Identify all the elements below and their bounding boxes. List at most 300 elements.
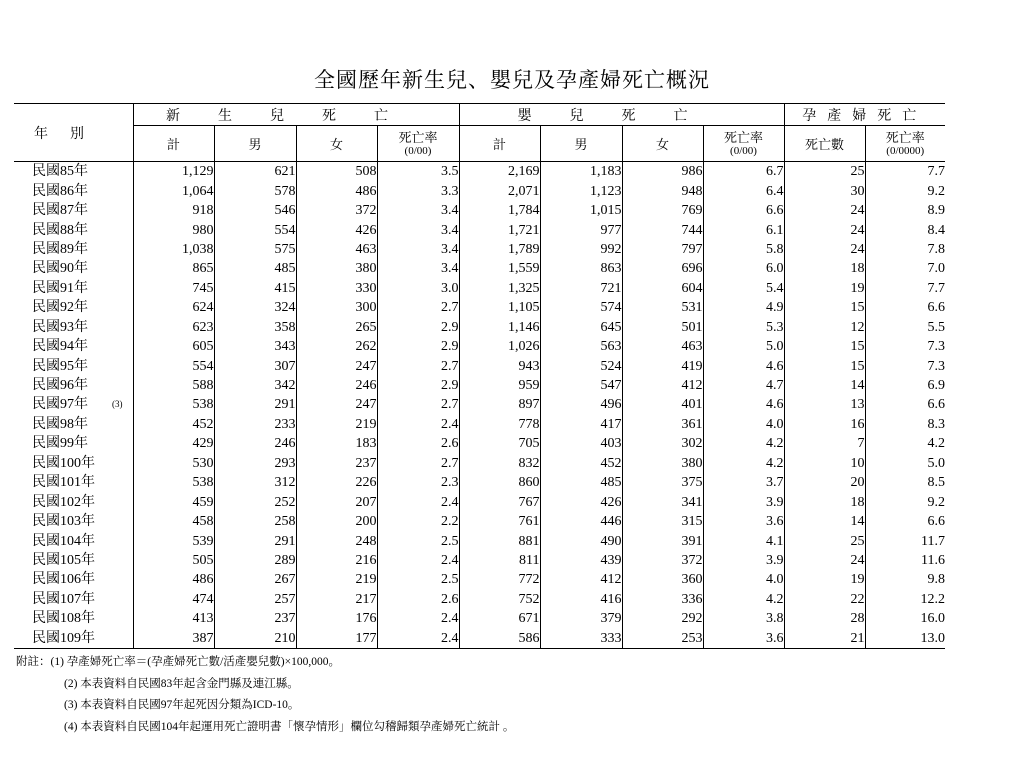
cell-i-male: 490: [540, 531, 622, 550]
table-row: [14, 473, 945, 492]
cell-n-total: 530: [133, 454, 214, 473]
cell-m-deaths: 13: [784, 395, 865, 414]
cell-i-female: 604: [622, 279, 703, 298]
cell-n-female: 183: [296, 434, 377, 453]
cell-n-rate: 2.3: [377, 473, 459, 492]
year-label: 民國85年: [32, 164, 88, 180]
year-cell: [14, 298, 133, 317]
cell-n-male: 575: [214, 240, 296, 259]
cell-i-rate: 3.6: [703, 512, 784, 531]
cell-n-male: 210: [214, 629, 296, 649]
year-cell: [14, 570, 133, 589]
footnotes: [16, 653, 514, 739]
cell-i-female: 463: [622, 337, 703, 356]
cell-i-total: 897: [459, 395, 540, 414]
cell-m-deaths: 21: [784, 629, 865, 649]
cell-m-rate: 7.3: [865, 356, 945, 375]
cell-n-female: 262: [296, 337, 377, 356]
year-cell: [14, 531, 133, 550]
cell-m-deaths: 15: [784, 298, 865, 317]
cell-n-female: 372: [296, 201, 377, 220]
year-cell: [14, 492, 133, 511]
cell-i-total: 586: [459, 629, 540, 649]
year-cell: [14, 415, 133, 434]
cell-i-male: 977: [540, 220, 622, 239]
cell-n-female: 330: [296, 279, 377, 298]
cell-i-total: 832: [459, 454, 540, 473]
cell-i-rate: 5.3: [703, 318, 784, 337]
cell-i-total: 671: [459, 609, 540, 628]
cell-i-rate: 3.9: [703, 551, 784, 570]
cell-i-total: 1,105: [459, 298, 540, 317]
cell-n-male: 252: [214, 492, 296, 511]
cell-m-rate: 13.0: [865, 629, 945, 649]
cell-i-male: 417: [540, 415, 622, 434]
table-row: [14, 279, 945, 298]
cell-i-rate: 4.1: [703, 531, 784, 550]
cell-i-total: 1,789: [459, 240, 540, 259]
year-cell: [14, 318, 133, 337]
cell-n-male: 621: [214, 162, 296, 182]
cell-n-rate: 2.7: [377, 298, 459, 317]
cell-n-rate: 2.6: [377, 434, 459, 453]
year-cell: [14, 337, 133, 356]
year-cell: [14, 609, 133, 628]
cell-m-deaths: 15: [784, 337, 865, 356]
cell-i-rate: 4.2: [703, 454, 784, 473]
cell-i-female: 341: [622, 492, 703, 511]
cell-n-male: 257: [214, 590, 296, 609]
cell-m-deaths: 24: [784, 201, 865, 220]
cell-n-male: 267: [214, 570, 296, 589]
cell-n-female: 247: [296, 356, 377, 375]
cell-m-rate: 7.7: [865, 279, 945, 298]
cell-n-total: 486: [133, 570, 214, 589]
cell-n-female: 217: [296, 590, 377, 609]
cell-i-rate: 5.0: [703, 337, 784, 356]
year-cell: [14, 220, 133, 239]
cell-n-female: 219: [296, 570, 377, 589]
cell-i-female: 380: [622, 454, 703, 473]
table-row: [14, 609, 945, 628]
cell-i-rate: 4.0: [703, 570, 784, 589]
cell-n-female: 380: [296, 259, 377, 278]
table-row: [14, 201, 945, 220]
cell-i-total: 811: [459, 551, 540, 570]
year-label: 民國103年: [32, 514, 95, 530]
cell-n-rate: 3.3: [377, 181, 459, 200]
cell-i-female: 253: [622, 629, 703, 649]
cell-i-female: 744: [622, 220, 703, 239]
cell-n-male: 415: [214, 279, 296, 298]
year-cell: [14, 259, 133, 278]
cell-i-female: 360: [622, 570, 703, 589]
cell-i-male: 412: [540, 570, 622, 589]
cell-m-rate: 8.4: [865, 220, 945, 239]
cell-i-female: 372: [622, 551, 703, 570]
cell-n-male: 546: [214, 201, 296, 220]
table-row: [14, 590, 945, 609]
cell-m-rate: 8.9: [865, 201, 945, 220]
cell-i-female: 769: [622, 201, 703, 220]
cell-m-deaths: 24: [784, 240, 865, 259]
cell-n-rate: 3.4: [377, 220, 459, 239]
year-cell: [14, 512, 133, 531]
cell-i-male: 1,123: [540, 181, 622, 200]
table-row: [14, 318, 945, 337]
cell-n-male: 289: [214, 551, 296, 570]
cell-n-rate: 2.2: [377, 512, 459, 531]
cell-i-female: 531: [622, 298, 703, 317]
year-label: 民國108年: [32, 611, 95, 627]
cell-n-rate: 2.9: [377, 318, 459, 337]
table-row: [14, 454, 945, 473]
cell-m-deaths: 10: [784, 454, 865, 473]
cell-i-rate: 4.9: [703, 298, 784, 317]
cell-i-male: 426: [540, 492, 622, 511]
cell-i-male: 721: [540, 279, 622, 298]
cell-m-rate: 8.3: [865, 415, 945, 434]
cell-n-total: 387: [133, 629, 214, 649]
cell-n-female: 300: [296, 298, 377, 317]
cell-n-rate: 2.4: [377, 551, 459, 570]
cell-i-total: 767: [459, 492, 540, 511]
infant-female-header: 女: [622, 126, 703, 162]
cell-n-female: 508: [296, 162, 377, 182]
cell-n-male: 237: [214, 609, 296, 628]
cell-i-female: 986: [622, 162, 703, 182]
cell-n-total: 505: [133, 551, 214, 570]
table-row: [14, 259, 945, 278]
cell-n-male: 343: [214, 337, 296, 356]
cell-m-rate: 8.5: [865, 473, 945, 492]
cell-m-rate: 6.6: [865, 512, 945, 531]
cell-n-female: 219: [296, 415, 377, 434]
cell-i-female: 391: [622, 531, 703, 550]
year-cell: [14, 434, 133, 453]
cell-i-male: 416: [540, 590, 622, 609]
mortality-table: [14, 103, 945, 649]
year-label: 民國104年: [32, 533, 95, 549]
cell-n-total: 474: [133, 590, 214, 609]
cell-m-deaths: 30: [784, 181, 865, 200]
cell-n-rate: 2.7: [377, 356, 459, 375]
year-label: 民國98年: [32, 416, 88, 432]
footnote: (3) 本表資料自民國97年起死因分類為ICD-10。: [64, 699, 300, 711]
year-label: 民國94年: [32, 339, 88, 355]
cell-i-rate: 6.1: [703, 220, 784, 239]
cell-n-rate: 3.0: [377, 279, 459, 298]
cell-n-male: 291: [214, 531, 296, 550]
year-cell: [14, 551, 133, 570]
cell-i-total: 1,721: [459, 220, 540, 239]
cell-i-male: 496: [540, 395, 622, 414]
cell-i-rate: 4.0: [703, 415, 784, 434]
cell-i-female: 419: [622, 356, 703, 375]
year-label: 民國91年: [32, 280, 88, 296]
cell-i-total: 2,071: [459, 181, 540, 200]
cell-m-rate: 9.2: [865, 181, 945, 200]
cell-m-rate: 7.3: [865, 337, 945, 356]
cell-n-female: 177: [296, 629, 377, 649]
cell-n-male: 233: [214, 415, 296, 434]
cell-i-female: 797: [622, 240, 703, 259]
cell-n-rate: 3.5: [377, 162, 459, 182]
cell-n-rate: 2.4: [377, 492, 459, 511]
cell-m-deaths: 25: [784, 531, 865, 550]
cell-n-male: 342: [214, 376, 296, 395]
year-cell: [14, 376, 133, 395]
cell-i-rate: 6.4: [703, 181, 784, 200]
cell-i-total: 752: [459, 590, 540, 609]
cell-i-male: 446: [540, 512, 622, 531]
infant-rate-unit: (0/00): [730, 144, 757, 157]
cell-m-rate: 9.2: [865, 492, 945, 511]
cell-n-rate: 2.7: [377, 454, 459, 473]
cell-i-male: 333: [540, 629, 622, 649]
cell-m-deaths: 20: [784, 473, 865, 492]
cell-m-deaths: 24: [784, 220, 865, 239]
cell-i-total: 1,325: [459, 279, 540, 298]
year-label: 民國96年: [32, 378, 88, 394]
table-row: [14, 376, 945, 395]
year-label: 民國93年: [32, 319, 88, 335]
cell-i-total: 943: [459, 356, 540, 375]
cell-i-male: 439: [540, 551, 622, 570]
year-label: 民國100年: [32, 455, 95, 471]
cell-i-rate: 4.6: [703, 356, 784, 375]
cell-n-female: 207: [296, 492, 377, 511]
cell-n-rate: 2.9: [377, 337, 459, 356]
cell-m-deaths: 12: [784, 318, 865, 337]
neonatal-group-header: 新生兒死亡: [133, 104, 459, 126]
footnote: (2) 本表資料自民國83年起含金門縣及連江縣。: [64, 677, 299, 690]
year-label: 民國90年: [32, 261, 88, 277]
maternal-rate-unit: (0/0000): [886, 144, 925, 157]
cell-i-total: 761: [459, 512, 540, 531]
year-label: 民國92年: [32, 300, 88, 316]
table-body: [14, 162, 945, 649]
cell-n-total: 539: [133, 531, 214, 550]
cell-n-male: 293: [214, 454, 296, 473]
cell-n-total: 745: [133, 279, 214, 298]
cell-n-male: 291: [214, 395, 296, 414]
cell-m-rate: 7.8: [865, 240, 945, 259]
cell-m-rate: 12.2: [865, 590, 945, 609]
cell-m-rate: 6.6: [865, 298, 945, 317]
neonatal-female-header: 女: [296, 126, 377, 162]
cell-n-male: 554: [214, 220, 296, 239]
cell-n-female: 426: [296, 220, 377, 239]
cell-m-rate: 5.0: [865, 454, 945, 473]
page-title: 全國歷年新生兒、嬰兒及孕產婦死亡概況: [314, 68, 710, 92]
cell-m-rate: 6.9: [865, 376, 945, 395]
cell-n-male: 358: [214, 318, 296, 337]
cell-m-deaths: 14: [784, 376, 865, 395]
cell-n-male: 258: [214, 512, 296, 531]
cell-i-rate: 4.7: [703, 376, 784, 395]
cell-n-female: 237: [296, 454, 377, 473]
cell-m-rate: 16.0: [865, 609, 945, 628]
table-row: [14, 434, 945, 453]
cell-n-total: 980: [133, 220, 214, 239]
cell-n-rate: 2.6: [377, 590, 459, 609]
cell-i-rate: 4.6: [703, 395, 784, 414]
cell-i-rate: 3.6: [703, 629, 784, 649]
table-row: [14, 181, 945, 200]
cell-n-male: 324: [214, 298, 296, 317]
year-cell: [14, 356, 133, 375]
cell-m-deaths: 7: [784, 434, 865, 453]
infant-group-header: 嬰兒死亡: [459, 104, 784, 126]
cell-i-female: 302: [622, 434, 703, 453]
cell-n-male: 312: [214, 473, 296, 492]
cell-n-total: 429: [133, 434, 214, 453]
year-column-header: 年別: [14, 104, 133, 162]
cell-i-male: 379: [540, 609, 622, 628]
year-cell: [14, 279, 133, 298]
cell-i-total: 705: [459, 434, 540, 453]
table-row: [14, 570, 945, 589]
footnote-marker: (3): [112, 399, 123, 410]
cell-n-total: 1,064: [133, 181, 214, 200]
cell-n-total: 413: [133, 609, 214, 628]
cell-n-rate: 2.5: [377, 570, 459, 589]
year-label: 民國106年: [32, 572, 95, 588]
cell-n-male: 307: [214, 356, 296, 375]
cell-n-total: 458: [133, 512, 214, 531]
cell-i-total: 1,026: [459, 337, 540, 356]
table-row: [14, 492, 945, 511]
cell-n-total: 918: [133, 201, 214, 220]
cell-m-rate: 11.7: [865, 531, 945, 550]
cell-n-total: 623: [133, 318, 214, 337]
cell-n-female: 226: [296, 473, 377, 492]
cell-n-female: 200: [296, 512, 377, 531]
cell-n-total: 452: [133, 415, 214, 434]
year-label: 民國89年: [32, 241, 88, 257]
year-cell: [14, 629, 133, 649]
cell-m-deaths: 19: [784, 570, 865, 589]
cell-n-total: 588: [133, 376, 214, 395]
table-row: [14, 240, 945, 259]
cell-n-female: 216: [296, 551, 377, 570]
table-row: [14, 551, 945, 570]
cell-m-rate: 9.8: [865, 570, 945, 589]
neonatal-rate-unit: (0/00): [404, 144, 432, 157]
cell-m-rate: 5.5: [865, 318, 945, 337]
year-cell: [14, 454, 133, 473]
cell-n-total: 459: [133, 492, 214, 511]
neonatal-male-header: 男: [214, 126, 296, 162]
cell-n-male: 578: [214, 181, 296, 200]
year-label: 民國99年: [32, 436, 88, 452]
table-row: [14, 629, 945, 649]
cell-i-rate: 5.8: [703, 240, 784, 259]
cell-n-rate: 3.4: [377, 259, 459, 278]
year-label: 民國97年: [32, 397, 88, 413]
cell-i-rate: 3.9: [703, 492, 784, 511]
cell-i-total: 1,784: [459, 201, 540, 220]
year-cell: [14, 162, 133, 182]
infant-male-header: 男: [540, 126, 622, 162]
cell-i-male: 563: [540, 337, 622, 356]
cell-i-male: 485: [540, 473, 622, 492]
neonatal-rate-label: 死亡率: [398, 129, 438, 145]
maternal-group-header: 孕產婦死亡: [784, 104, 945, 126]
cell-n-total: 1,038: [133, 240, 214, 259]
cell-i-female: 361: [622, 415, 703, 434]
year-label: 民國101年: [32, 475, 95, 491]
year-label: 民國86年: [32, 183, 88, 199]
cell-n-rate: 2.4: [377, 629, 459, 649]
cell-i-total: 959: [459, 376, 540, 395]
cell-i-female: 412: [622, 376, 703, 395]
table-row: [14, 395, 945, 414]
year-cell: [14, 181, 133, 200]
cell-i-total: 1,559: [459, 259, 540, 278]
year-label: 民國95年: [32, 358, 88, 374]
cell-i-male: 547: [540, 376, 622, 395]
maternal-rate-header: [865, 126, 945, 162]
footnote: (4) 本表資料自民國104年起運用死亡證明書「懷孕情形」欄位勾稽歸類孕產婦死亡統計 。: [64, 720, 515, 733]
year-cell: [14, 473, 133, 492]
table-row: [14, 162, 945, 182]
year-label: 民國107年: [32, 591, 95, 607]
cell-i-male: 645: [540, 318, 622, 337]
cell-m-deaths: 19: [784, 279, 865, 298]
table-row: [14, 356, 945, 375]
cell-i-male: 1,183: [540, 162, 622, 182]
cell-n-rate: 2.5: [377, 531, 459, 550]
cell-i-total: 2,169: [459, 162, 540, 182]
year-label: 民國102年: [32, 494, 95, 510]
cell-i-male: 863: [540, 259, 622, 278]
cell-m-rate: 7.0: [865, 259, 945, 278]
cell-i-total: 881: [459, 531, 540, 550]
cell-i-rate: 6.6: [703, 201, 784, 220]
cell-i-total: 778: [459, 415, 540, 434]
cell-i-total: 860: [459, 473, 540, 492]
cell-i-male: 524: [540, 356, 622, 375]
cell-m-rate: 6.6: [865, 395, 945, 414]
cell-n-total: 865: [133, 259, 214, 278]
cell-i-male: 1,015: [540, 201, 622, 220]
year-cell: [14, 240, 133, 259]
cell-n-male: 246: [214, 434, 296, 453]
cell-i-rate: 6.7: [703, 162, 784, 182]
table-row: [14, 298, 945, 317]
cell-m-deaths: 24: [784, 551, 865, 570]
neonatal-total-header: 計: [133, 126, 214, 162]
cell-i-total: 772: [459, 570, 540, 589]
cell-n-female: 486: [296, 181, 377, 200]
cell-n-female: 463: [296, 240, 377, 259]
cell-i-female: 696: [622, 259, 703, 278]
cell-i-female: 501: [622, 318, 703, 337]
cell-m-rate: 4.2: [865, 434, 945, 453]
cell-i-rate: 3.8: [703, 609, 784, 628]
cell-i-rate: 6.0: [703, 259, 784, 278]
cell-i-female: 375: [622, 473, 703, 492]
cell-n-total: 538: [133, 473, 214, 492]
infant-rate-label: 死亡率: [723, 129, 763, 145]
cell-n-rate: 2.9: [377, 376, 459, 395]
cell-i-male: 403: [540, 434, 622, 453]
table-row: [14, 337, 945, 356]
cell-m-deaths: 18: [784, 492, 865, 511]
year-cell: [14, 201, 133, 220]
